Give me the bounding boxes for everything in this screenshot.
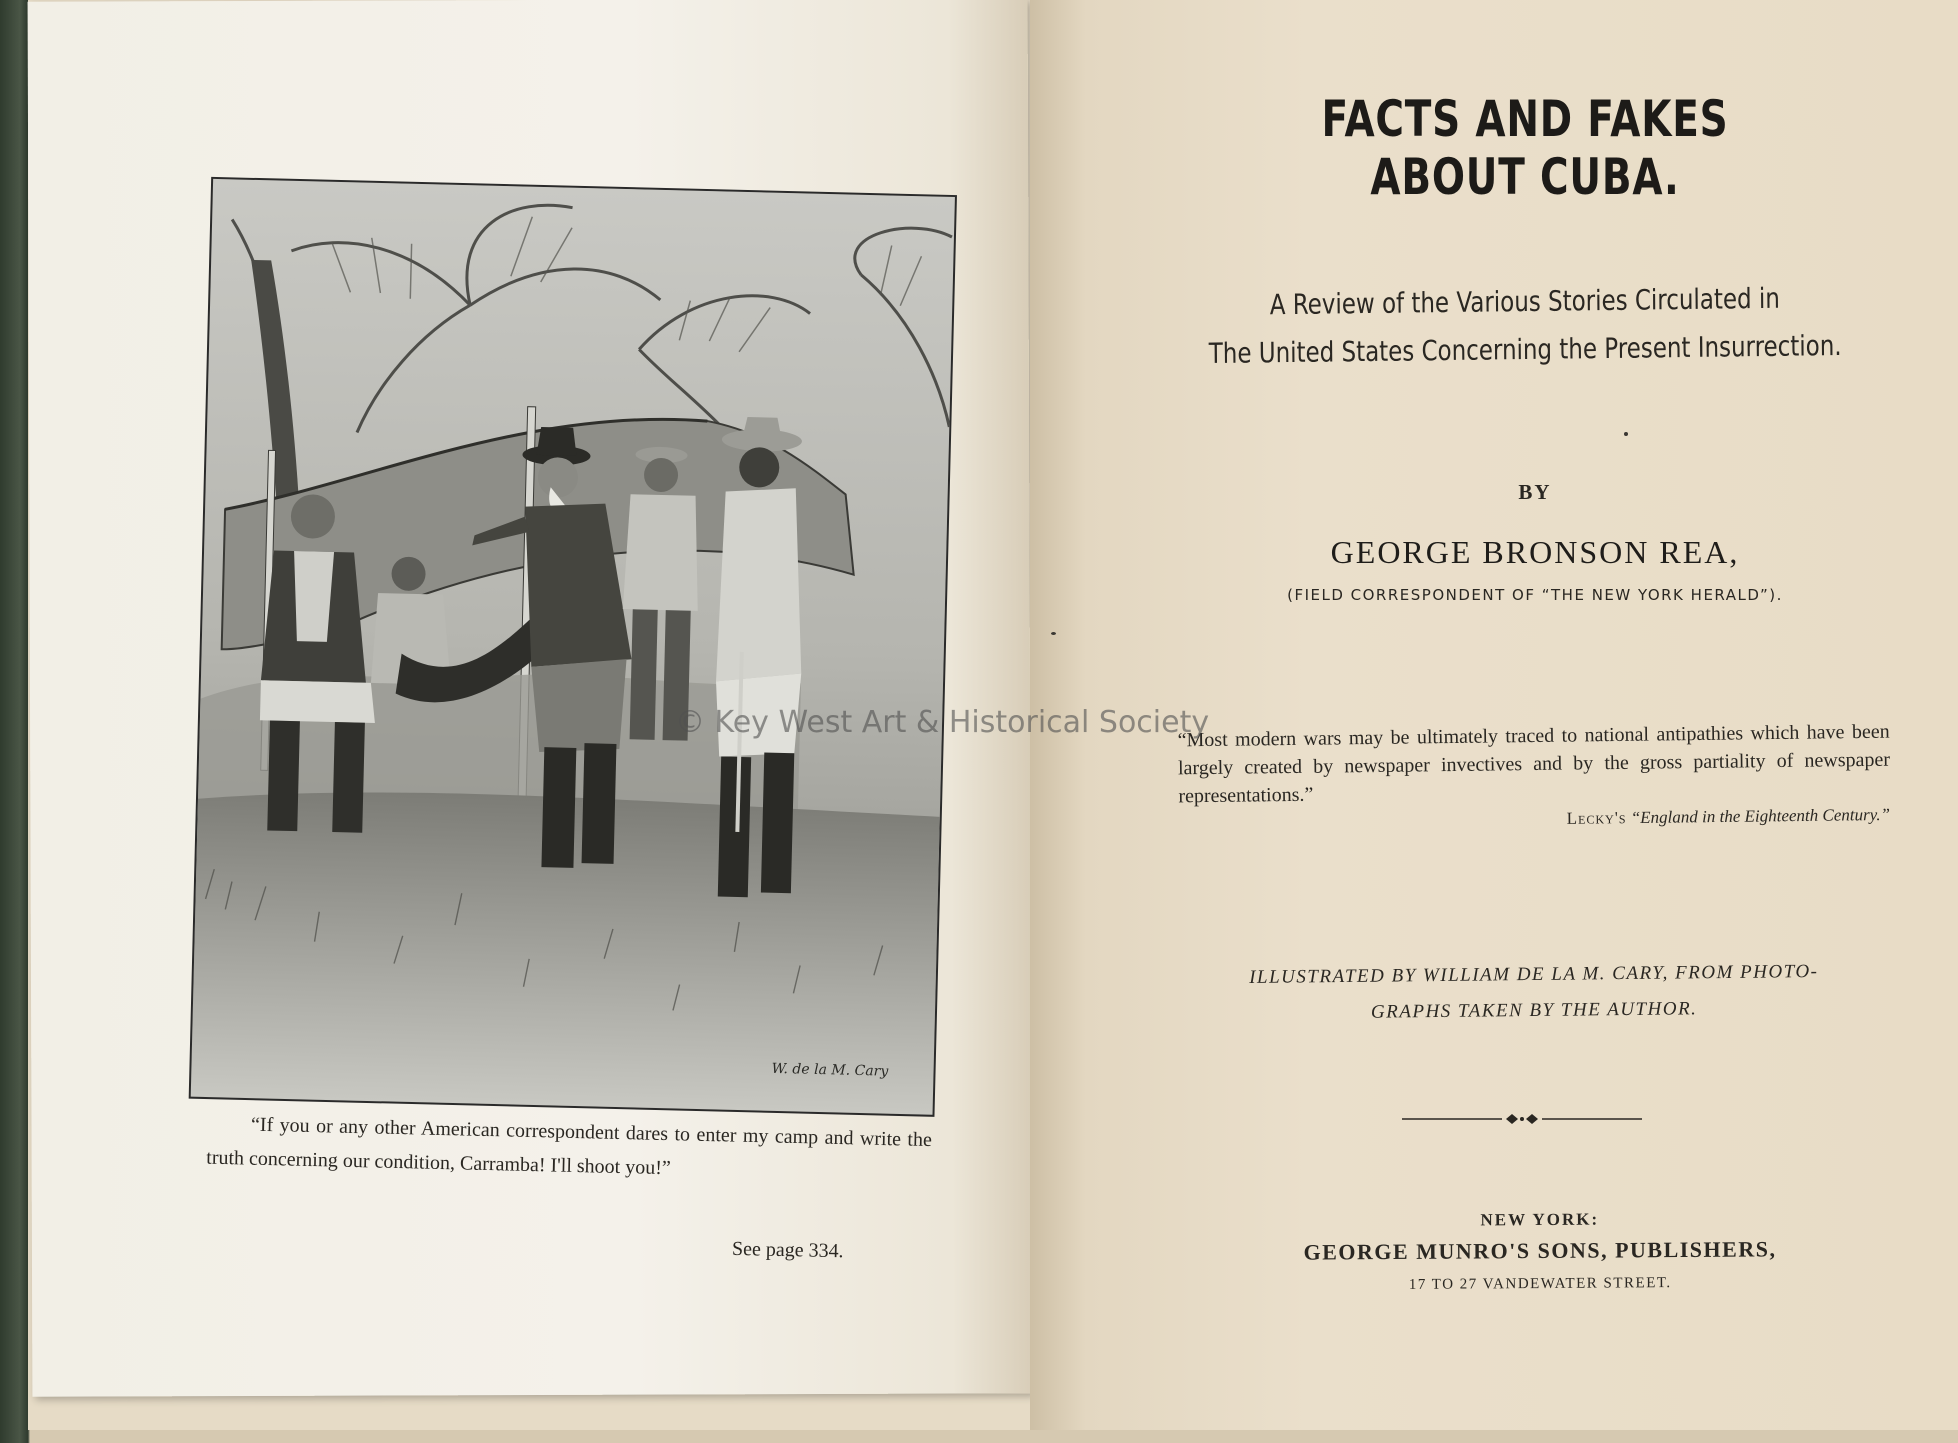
- imprint-publisher: GEORGE MUNRO'S SONS, PUBLISHERS,: [1303, 1236, 1777, 1265]
- publisher-imprint: [1230, 1208, 1851, 1295]
- epigraph-source-work: “England in the Eighteenth Century.”: [1630, 804, 1891, 828]
- illustration-credit-line-2: GRAPHS TAKEN BY THE AUTHOR.: [1370, 998, 1698, 1023]
- camp-scene-engraving: [191, 179, 955, 1115]
- ornament-divider-icon: [1402, 1112, 1642, 1126]
- subtitle-line-1: A Review of the Various Stories Circulated in: [1269, 281, 1780, 322]
- author-affiliation: (FIELD CORRESPONDENT OF “THE NEW YORK HERALD”).: [1287, 586, 1783, 604]
- book-subtitle: [1201, 274, 1850, 378]
- left-page-frontispiece: [28, 0, 1033, 1397]
- book-title: FACTS AND FAKES ABOUT CUBA.: [1321, 90, 1729, 206]
- illustration-credit: [1178, 953, 1891, 1032]
- copyright-watermark: © Key West Art & Historical Society: [675, 705, 1210, 740]
- imprint-city: NEW YORK:: [1480, 1209, 1600, 1230]
- print-speck: [1624, 432, 1628, 436]
- print-speck: [1051, 632, 1056, 635]
- see-page-reference: See page 334.: [731, 1237, 844, 1263]
- epigraph-source-author: Lecky's: [1566, 808, 1627, 828]
- frontispiece-caption: “If you or any other American correspondent dares to enter my camp and write the truth concerning our condition, Carramba! I'll shoot you!”: [206, 1113, 933, 1180]
- epigraph-source: [1390, 805, 1890, 831]
- epigraph-quote: “Most modern wars may be ultimately traced to national antipathies which have been largely created by newspaper invectives and by the gross partiality of newspaper representations.”: [1177, 720, 1891, 808]
- by-label: BY: [1518, 480, 1552, 504]
- subtitle-line-2: The United States Concerning the Present Insurrection.: [1208, 328, 1842, 371]
- illustration-credit-line-1: ILLUSTRATED BY WILLIAM DE LA M. CARY, FROM PHOTO-: [1249, 961, 1819, 988]
- artist-signature: W. de la M. Cary: [771, 1060, 889, 1080]
- author-name: GEORGE BRONSON REA,: [1330, 534, 1740, 570]
- imprint-address: 17 TO 27 VANDEWATER STREET.: [1408, 1275, 1672, 1293]
- frontispiece-illustration: [189, 177, 957, 1117]
